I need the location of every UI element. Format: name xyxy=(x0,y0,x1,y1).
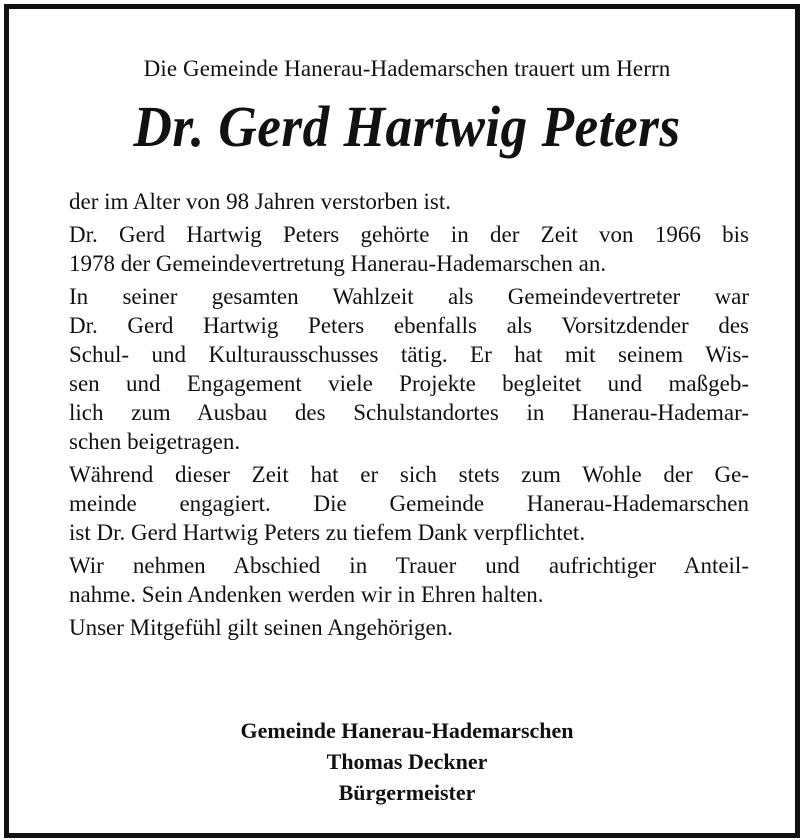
obituary-frame xyxy=(4,4,800,838)
signature-role: Bürgermeister xyxy=(338,780,476,805)
intro-line: Die Gemeinde Hanerau-Hademarschen trauert um Herrn xyxy=(143,56,671,81)
text-line: Dr. Gerd Hartwig Peters gehörte in der Zeit von 1966 bis xyxy=(69,222,749,247)
paragraph-farewell xyxy=(69,551,749,609)
text-line: Schul- und Kulturausschusses tätig. Er hat mit seinem Wis- xyxy=(69,342,749,367)
paragraph-committee xyxy=(69,282,749,456)
deceased-name: Dr. Gerd Hartwig Peters xyxy=(133,94,681,159)
text-line: schen beigetragen. xyxy=(69,429,241,454)
text-line: Dr. Gerd Hartwig Peters ebenfalls als Vorsitzdender des xyxy=(69,313,749,338)
signature-person: Thomas Deckner xyxy=(326,749,488,774)
signature-organization: Gemeinde Hanerau-Hademarschen xyxy=(240,718,574,743)
text-line: Während dieser Zeit hat er sich stets zum Wohle der Ge- xyxy=(69,462,749,487)
paragraph-condolence xyxy=(69,613,749,642)
text-line: nahme. Sein Andenken werden wir in Ehren halten. xyxy=(69,582,544,607)
text-line: meinde engagiert. Die Gemeinde Hanerau-Hademarschen xyxy=(69,491,749,516)
paragraph-gratitude xyxy=(69,460,749,547)
text-line: lich zum Ausbau des Schulstandortes in Hanerau-Hademar- xyxy=(69,400,749,425)
text-line: In seiner gesamten Wahlzeit als Gemeindevertreter war xyxy=(69,284,749,309)
text-line: Unser Mitgefühl gilt seinen Angehörigen. xyxy=(69,615,453,640)
paragraph-age xyxy=(69,187,749,216)
text-line: Wir nehmen Abschied in Trauer und aufrichtiger Anteil- xyxy=(69,553,749,578)
text-line: ist Dr. Gerd Hartwig Peters zu tiefem Dank verpflichtet. xyxy=(69,520,586,545)
text-line: der im Alter von 98 Jahren verstorben ist. xyxy=(69,189,451,214)
text-line: 1978 der Gemeindevertretung Hanerau-Hademarschen an. xyxy=(69,251,607,276)
text-line: sen und Engagement viele Projekte begleitet und maßgeb- xyxy=(69,371,749,396)
paragraph-council-period xyxy=(69,220,749,278)
obituary-body xyxy=(69,187,749,646)
signature-block xyxy=(9,715,800,808)
